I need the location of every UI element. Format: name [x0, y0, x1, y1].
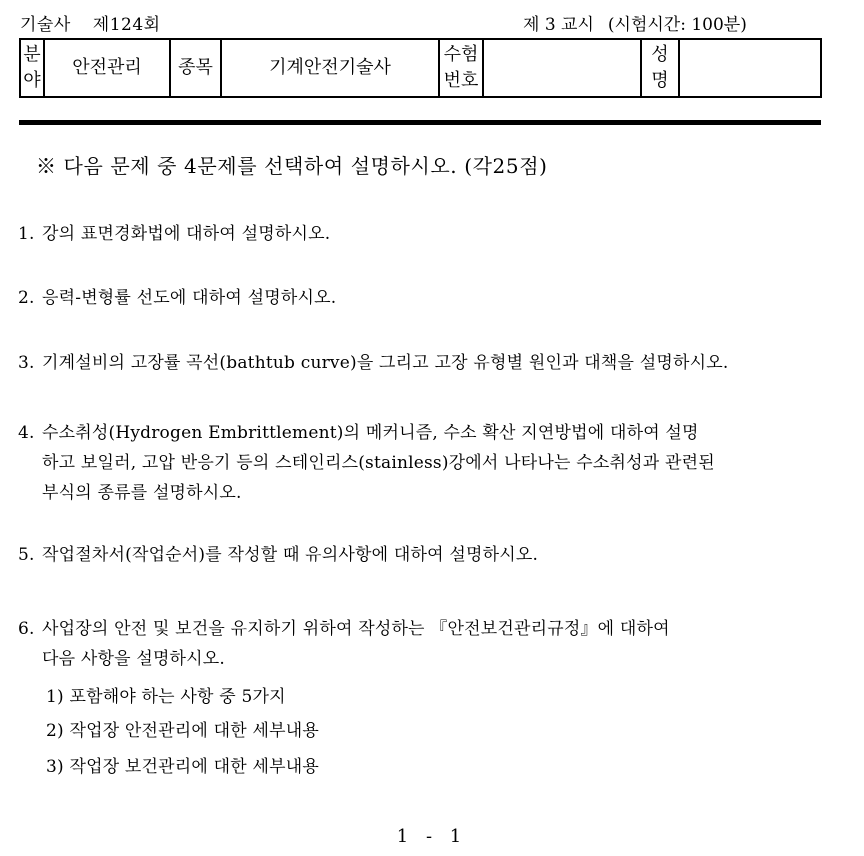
exam-no-field[interactable] — [483, 39, 641, 97]
name-label-top: 성 — [651, 44, 669, 65]
question-1 — [18, 219, 330, 249]
question-6 — [18, 614, 670, 674]
instruction-text: ※ 다음 문제 중 4문제를 선택하여 설명하시오. (각25점) — [36, 154, 548, 178]
question-2 — [18, 283, 336, 313]
question-5 — [18, 540, 538, 570]
category-label: 종목 — [170, 39, 221, 97]
question-number: 6. — [18, 619, 35, 639]
header-divider — [19, 120, 821, 125]
name-label-bottom: 명 — [651, 70, 669, 91]
question-number: 3. — [18, 353, 35, 373]
field-value: 안전관리 — [44, 39, 170, 97]
question-number: 4. — [18, 423, 35, 443]
question-4 — [18, 418, 715, 508]
question-text-line-2: 하고 보일러, 고압 반응기 등의 스테인리스(stainless)강에서 나타나는 수소취성과 관련된 — [42, 453, 715, 473]
question-text-line-3: 부식의 종류를 설명하시오. — [42, 483, 242, 503]
question-text-line-2: 다음 사항을 설명하시오. — [42, 649, 226, 669]
sub-item-1: 1) 포함해야 하는 사항 중 5가지 — [46, 687, 286, 707]
field-label-top: 분 — [23, 44, 41, 65]
exam-round: 제124회 — [92, 15, 161, 35]
exam-no-label-top: 수험 — [443, 44, 479, 65]
name-label-cell — [641, 39, 679, 97]
exam-header-left — [20, 10, 161, 35]
question-number: 2. — [18, 288, 35, 308]
category-value: 기계안전기술사 — [221, 39, 439, 97]
question-text-line-1: 사업장의 안전 및 보건을 유지하기 위하여 작성하는 『안전보건관리규정』에 대하여 — [42, 619, 670, 639]
exam-info-table — [19, 38, 822, 98]
question-text: 작업절차서(작업순서)를 작성할 때 유의사항에 대하여 설명하시오. — [42, 545, 539, 565]
exam-type: 기술사 — [20, 15, 71, 35]
page-number: 1 - 1 — [396, 826, 468, 847]
question-text-line-1: 수소취성(Hydrogen Embrittlement)의 메커니즘, 수소 확산 지연방법에 대하여 설명 — [42, 423, 699, 443]
exam-time: (시험시간: 100분) — [607, 15, 747, 35]
question-number: 5. — [18, 545, 35, 565]
question-number: 1. — [18, 224, 35, 244]
exam-session: 제 3 교시 — [523, 15, 594, 35]
field-label-bottom: 야 — [23, 70, 41, 91]
exam-no-label-cell — [439, 39, 483, 97]
question-text: 응력-변형률 선도에 대하여 설명하시오. — [42, 288, 337, 308]
field-label-cell — [20, 39, 44, 97]
exam-header-right — [523, 10, 747, 35]
question-3 — [18, 348, 728, 378]
question-text: 강의 표면경화법에 대하여 설명하시오. — [42, 224, 331, 244]
sub-item-2: 2) 작업장 안전관리에 대한 세부내용 — [46, 721, 319, 741]
exam-no-label-bottom: 번호 — [443, 70, 479, 91]
name-field[interactable] — [679, 39, 821, 97]
sub-item-3: 3) 작업장 보건관리에 대한 세부내용 — [46, 757, 319, 777]
question-text: 기계설비의 고장률 곡선(bathtub curve)을 그리고 고장 유형별 원인과 대책을 설명하시오. — [42, 353, 729, 373]
